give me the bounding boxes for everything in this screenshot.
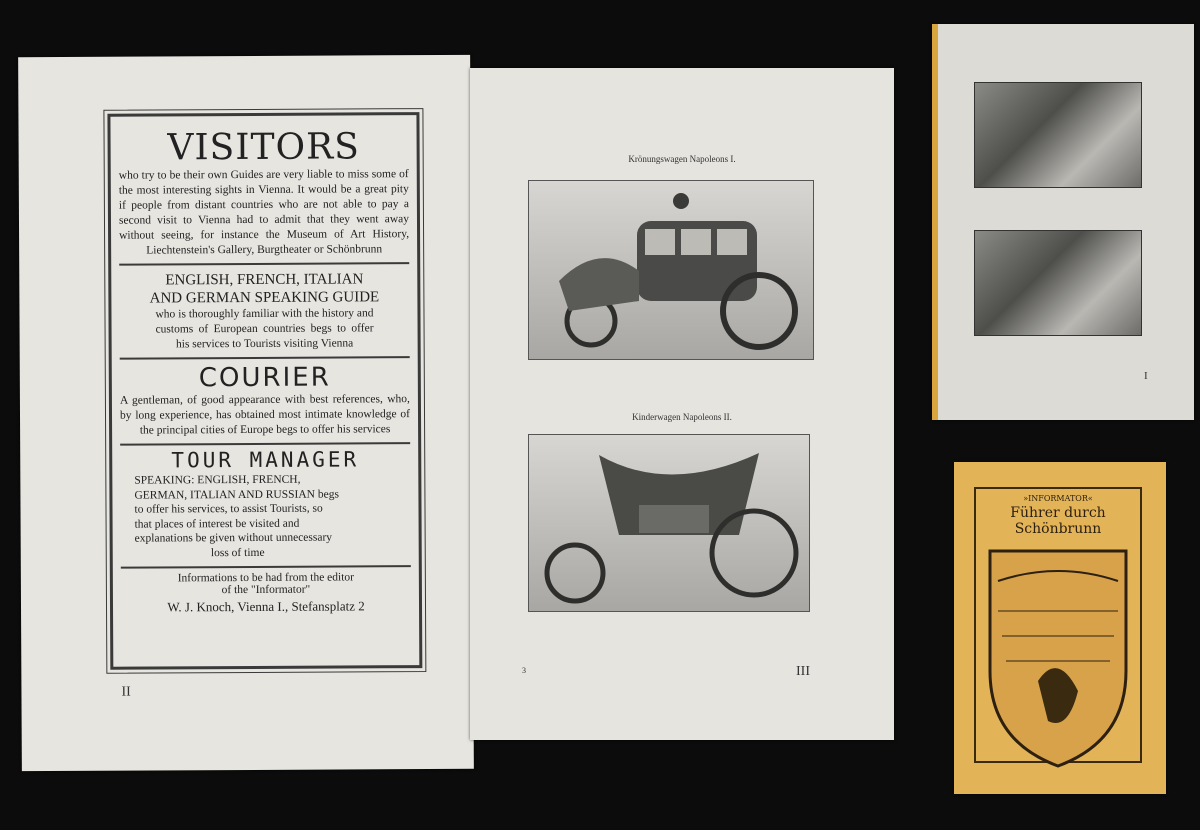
page-number-left: II	[121, 684, 131, 700]
left-page	[18, 55, 474, 771]
small-page-number-right: I	[1144, 370, 1148, 382]
visitors-title: VISITORS	[167, 126, 360, 169]
cover-frame	[974, 487, 1142, 763]
small-page	[932, 24, 1194, 420]
courier-section	[112, 362, 418, 439]
carriage-illustration	[529, 181, 813, 359]
guide-text: who is thoroughly familiar with the history and customs of European countries begs to offer his services to Tourists visiting Vienna	[155, 307, 374, 351]
caption-childrens-carriage: Kinderwagen Napoleons II.	[632, 412, 732, 422]
tour-manager-section	[112, 446, 419, 561]
editor-address: W. J. Knoch, Vienna I., Stefansplatz 2	[167, 598, 365, 615]
visitors-text: who try to be their own Guides are very liable to miss some of the most interesting sights in Vienna. It would be a great pity if people from distant countries who are not able to pay a second visit to Vienna had to admit that they went away without seeing, for instance the Museum of Art History, Liechtenstein's Gallery, Burgtheater or Schönbrunn	[118, 168, 410, 257]
photo-interior-hall	[974, 230, 1142, 336]
courier-text: A gentleman, of good appearance with best references, who, by long experience, has obtained most intimate knowledge of the principal cities of Europe begs to offer his services	[119, 393, 411, 437]
info-line-1: Informations to be had from the editor	[177, 571, 355, 585]
cover-title: Führer durch Schönbrunn	[1010, 505, 1106, 537]
divider	[120, 356, 410, 360]
tour-manager-title: TOUR MANAGER	[171, 447, 360, 473]
guide-title-line1: ENGLISH, FRENCH, ITALIAN	[165, 271, 364, 289]
divider	[121, 565, 411, 569]
visitors-section	[111, 127, 418, 259]
footer-section	[113, 571, 419, 616]
info-line-2: of the "Informator"	[221, 583, 311, 597]
divider	[119, 262, 409, 266]
divider	[120, 442, 410, 446]
page-number-right: III	[796, 664, 810, 679]
tour-manager-text: SPEAKING: ENGLISH, FRENCH, GERMAN, ITALIAN AND RUSSIAN begs to offer his services, to assist Tourists, so that places of interest be visited and explanations be given without unnecessary loss of time	[134, 473, 339, 559]
cover-subtitle: »INFORMATOR«	[1023, 494, 1093, 503]
small-page-number: 3	[522, 666, 526, 675]
photo-childrens-carriage	[528, 434, 810, 612]
booklet-cover	[954, 462, 1166, 794]
carriage-illustration	[529, 435, 809, 611]
courier-title: COURIER	[198, 362, 331, 394]
caption-coronation-coach: Krönungswagen Napoleons I.	[628, 154, 736, 164]
shield-illustration	[978, 541, 1138, 771]
advertisement-frame	[107, 112, 422, 670]
guide-section	[111, 270, 417, 353]
guide-title-line2: AND GERMAN SPEAKING GUIDE	[149, 289, 380, 307]
photo-coronation-coach	[528, 180, 814, 360]
right-page	[470, 68, 894, 740]
photo-garden-pavilion	[974, 82, 1142, 188]
